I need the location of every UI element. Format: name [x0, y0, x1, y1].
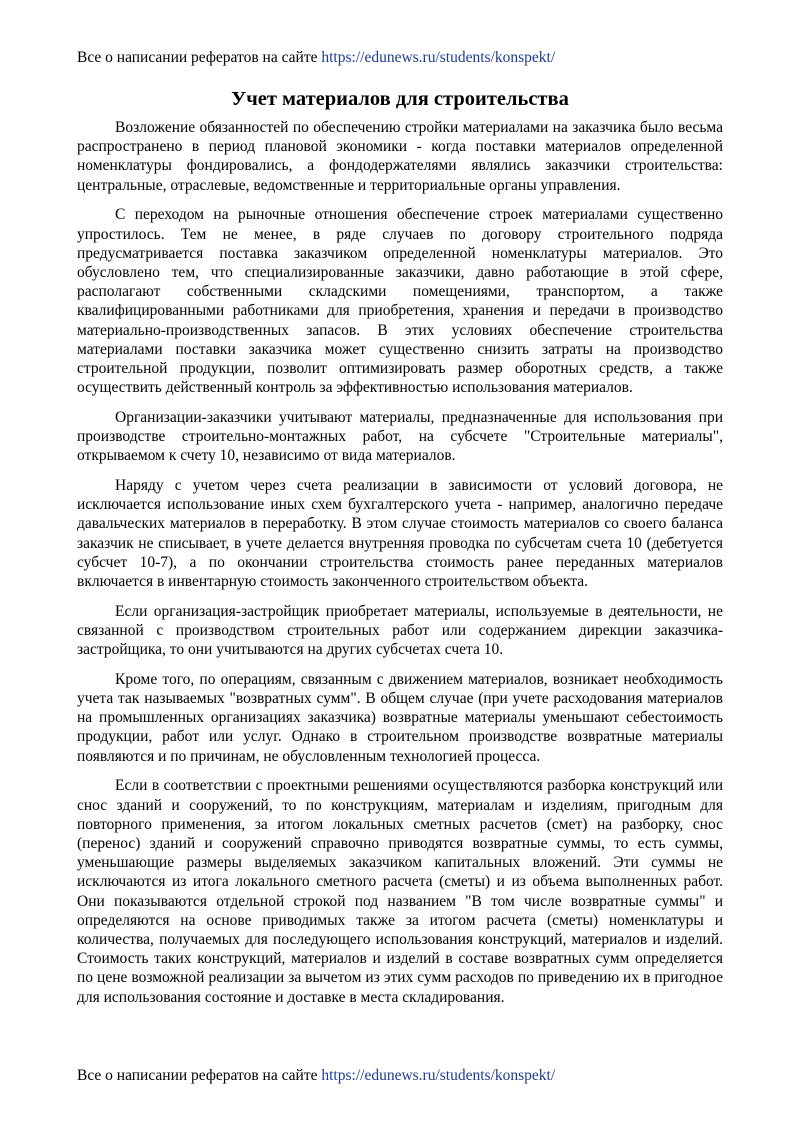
paragraph-6: Кроме того, по операциям, связанным с движением материалов, возникает необходимость учета так называемых "возвратных сумм". В общем случае (при учете расходования материалов на промышленных организациях заказчика) возвратные материалы уменьшают себестоимость продукции, работ или услуг. Однако в строительном производстве возвратные материалы появляются и по причинам, не обусловленным технологией процесса.: [77, 670, 723, 765]
paragraph-7: Если в соответствии с проектными решениями осуществляются разборка конструкций или снос зданий и сооружений, то по конструкциям, материалам и изделиям, пригодным для повторного применения, за итогом локальных сметных расчетов (смет) на разборку, снос (перенос) зданий и сооружений справочно приводятся возвратные суммы, то есть суммы, уменьшающие размеры выделяемых заказчиком капитальных вложений. Эти суммы не исключаются из итога локального сметного расчета (сметы) и из объема выполненных работ. Они показываются отдельной строкой под названием "В том числе возвратные суммы" и определяются на основе приводимых также за итогом расчета (сметы) номенклатуры и количества, получаемых для последующего использования конструкций, материалов и изделий. Стоимость таких конструкций, материалов и изделий в составе возвратных сумм определяется по цене возможной реализации за вычетом из этих сумм расходов по приведению их в пригодное для использования состояние и доставке в места складирования.: [77, 777, 723, 1006]
paragraph-5: Если организация-застройщик приобретает материалы, используемые в деятельности, не связанной с производством строительных работ или содержанием дирекции заказчика-застройщика, то они учитываются на других субсчетах счета 10.: [77, 602, 723, 659]
paragraph-3: Организации-заказчики учитывают материалы, предназначенные для использования при производстве строительно-монтажных работ, на субсчете "Строительные материалы", открываемом к счету 10, независимо от вида материалов.: [77, 408, 723, 465]
page-header: [77, 48, 555, 68]
header-text: Все о написании рефератов на сайте: [77, 49, 322, 66]
document-body: [77, 118, 723, 1017]
paragraph-4: Наряду с учетом через счета реализации в зависимости от условий договора, не исключается использование иных схем бухгалтерского учета - например, аналогично передаче давальческих материалов в переработку. В этом случае стоимость материалов со своего баланса заказчик не списывает, в учете делается внутренняя проводка по субсчетам счета 10 (дебетуется субсчет 10-7), а по окончании строительства стоимость ранее переданных материалов включается в инвентарную стоимость законченного строительством объекта.: [77, 476, 723, 590]
footer-text: Все о написании рефератов на сайте: [77, 1067, 322, 1084]
document-title: Учет материалов для строительства: [231, 88, 569, 110]
footer-site-link[interactable]: https://edunews.ru/students/konspekt/: [321, 1067, 556, 1084]
paragraph-2: С переходом на рыночные отношения обеспечение строек материалами существенно упростилось. Тем не менее, в ряде случаев по договору строительного подряда предусматривается поставка заказчиком определенной номенклатуры материалов. Это обусловлено тем, что специализированные заказчики, давно работающие в этой сфере, располагают собственными складскими помещениями, транспортом, а также квалифицированными работниками для приобретения, хранения и передачи в производство материально-производственных запасов. В этих условиях обеспечение строительства материалами поставки заказчика может существенно снизить затраты на производство строительной продукции, позволит оптимизировать размер оборотных средств, а также осуществить действенный контроль за эффективностью использования материалов.: [77, 206, 723, 397]
page-footer: [77, 1066, 555, 1086]
paragraph-1: Возложение обязанностей по обеспечению стройки материалами на заказчика было весьма распространено в период плановой экономики - когда поставки материалов определенной номенклатуры фондировались, а фондодержателями являлись заказчики строительства: центральные, отраслевые, ведомственные и территориальные органы управления.: [77, 119, 723, 194]
header-site-link[interactable]: https://edunews.ru/students/konspekt/: [321, 49, 556, 66]
